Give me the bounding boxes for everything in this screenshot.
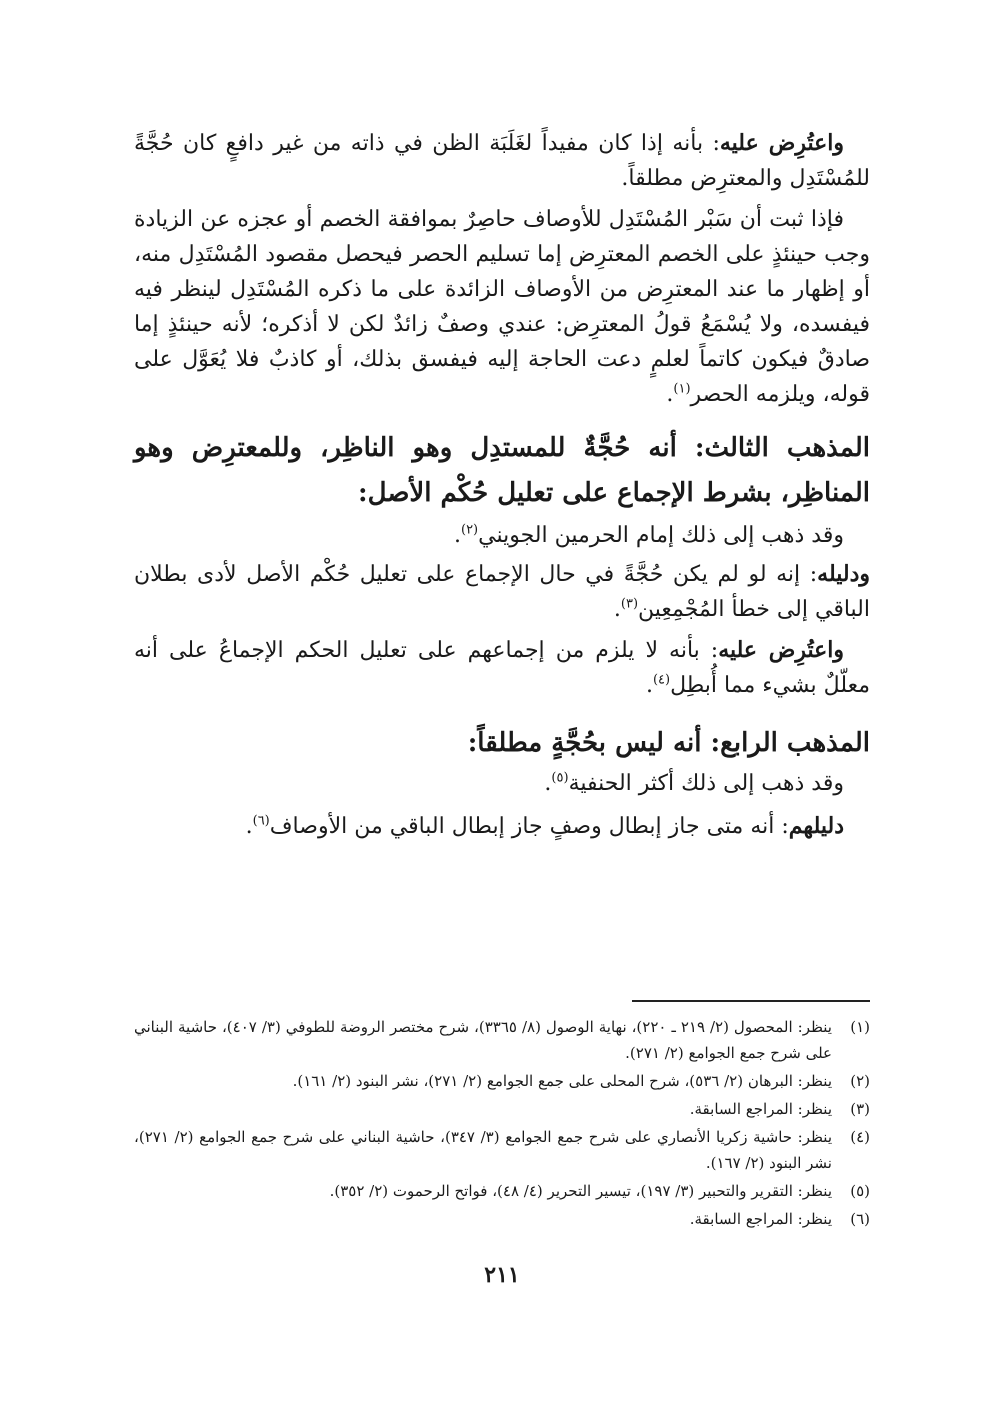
footnote-text: ينظر: حاشية زكريا الأنصاري على شرح جمع الجوامع (٣/ ٣٤٧)، حاشية البناني على شرح جمع الجوامع (٢/ ٢٧١)، نشر البنود (٢/ ١٦٧).: [134, 1128, 833, 1172]
footnote-ref: (٢): [460, 522, 479, 538]
footnote-ref: (٥): [551, 770, 569, 786]
paragraph-lead: واعتُرِض عليه: [718, 637, 844, 663]
footnote-number: (٥): [850, 1182, 870, 1200]
footnote-item: [134, 1014, 870, 1066]
paragraph-end: .: [666, 382, 674, 407]
paragraph-juwayni: [134, 518, 870, 553]
paragraph-lead: ودليله: [817, 561, 870, 587]
footnote-text: ينظر: التقرير والتحبير (٣/ ١٩٧)، تيسير التحرير (٤/ ٤٨)، فواتح الرحموت (٢/ ٣٥٢).: [329, 1182, 832, 1200]
paragraph-end: .: [645, 673, 653, 698]
footnote-item: [134, 1206, 870, 1232]
heading-text: : أنه حُجَّةٌ للمستدِل وهو الناظِر، وللمعترِض وهو المناظِر، بشرط الإجماع على تعليل حُكْم الأصل:: [134, 433, 870, 508]
footnote-number: (١): [850, 1018, 870, 1036]
paragraph-hanafiyya: [134, 766, 870, 801]
footnote-separator: [632, 1000, 870, 1002]
paragraph-text: فإذا ثبت أن سَبْر المُسْتَدِل للأوصاف حاصِرٌ بموافقة الخصم أو عجزه عن الزيادة وجب حينئذٍ على الخصم المعترِض إما تسليم الحصر فيحصل مقصود المُسْتَدِل منه، أو إظهار ما عند المعترِض من الأوصاف الزائدة على ما ذكره المُسْتَدِل لينظر فيه فيفسده، ولا يُسْمَعُ قولُ المعترِض: عندي وصفٌ زائدٌ لكن لا أذكره؛ لأنه حينئذٍ إما صادقٌ فيكون كاتماً لعلمٍ دعت الحاجة إليه فيفسق بذلك، أو كاذبٌ فلا يُعَوَّل على قوله، ويلزمه الحصر: [134, 207, 870, 407]
paragraph-lead: واعتُرِض عليه: [719, 130, 844, 156]
footnote-item: [134, 1178, 870, 1204]
heading-text: : أنه ليس بحُجَّةٍ مطلقاً:: [467, 728, 721, 758]
footnote-ref: (١): [673, 381, 691, 397]
paragraph-objection-1: [134, 126, 870, 196]
footnote-text: ينظر: المحصول (٢/ ٢١٩ ـ ٢٢٠)، نهاية الوصول (٨/ ٣٣٦٥)، شرح مختصر الروضة للطوفي (٣/ ٤٠٧)، حاشية البناني على شرح جمع الجوامع (٢/ ٢٧١).: [134, 1018, 832, 1062]
paragraph-lead: دليلهم: [788, 813, 844, 839]
footnote-number: (٣): [850, 1100, 870, 1118]
paragraph-end: .: [453, 523, 461, 548]
footnotes: [134, 1014, 870, 1234]
footnote-number: (٤): [850, 1128, 870, 1146]
paragraph-objection-2: [134, 633, 870, 703]
footnote-ref: (٤): [652, 672, 671, 688]
heading-label: المذهب الثالث: [704, 433, 870, 463]
paragraph-text: : أنه متى جاز إبطال وصفٍ جاز إبطال الباقي من الأوصاف: [269, 814, 789, 839]
paragraph-evidence: [134, 557, 870, 627]
paragraph-text: وقد ذهب إلى ذلك أكثر الحنفية: [568, 771, 844, 796]
page-number: ٢١١: [484, 1262, 520, 1288]
heading-label: المذهب الرابع: [720, 728, 870, 758]
paragraph-text: وقد ذهب إلى ذلك إمام الحرمين الجويني: [478, 523, 844, 548]
footnote-ref: (٦): [252, 813, 270, 829]
paragraph-sabr-explanation: [134, 202, 870, 412]
heading-fourth-school: [134, 721, 870, 766]
footnote-number: (٢): [850, 1072, 870, 1090]
footnote-item: [134, 1068, 870, 1094]
paragraph-text: : إنه لو لم يكن حُجَّةً في حال الإجماع على تعليل حُكْم الأصل لأدى بطلان الباقي إلى خطأ المُجْمِعِين: [134, 562, 870, 622]
paragraph-end: .: [613, 597, 621, 622]
heading-third-school: [134, 426, 870, 516]
paragraph-their-evidence: [134, 809, 870, 844]
footnote-text: ينظر: البرهان (٢/ ٥٣٦)، شرح المحلى على جمع الجوامع (٢/ ٢٧١)، نشر البنود (٢/ ١٦١).: [292, 1072, 832, 1090]
footnote-text: ينظر: المراجع السابقة.: [689, 1210, 832, 1228]
paragraph-text: : بأنه لا يلزم من إجماعهم على تعليل الحكم الإجماعُ على أنه معلّلٌ بشيء مما أُبطِل: [134, 638, 870, 698]
footnote-item: [134, 1096, 870, 1122]
paragraph-end: .: [544, 771, 552, 796]
footnote-ref: (٣): [620, 596, 639, 612]
footnote-text: ينظر: المراجع السابقة.: [689, 1100, 832, 1118]
footnote-item: [134, 1124, 870, 1176]
paragraph-end: .: [245, 814, 253, 839]
paragraph-text: : بأنه إذا كان مفيداً لغَلَبَة الظن في ذاته من غير دافعٍ كان حُجَّةً للمُسْتَدِل والمعترِض مطلقاً.: [134, 131, 870, 191]
main-text: [134, 126, 870, 844]
footnote-number: (٦): [850, 1210, 870, 1228]
